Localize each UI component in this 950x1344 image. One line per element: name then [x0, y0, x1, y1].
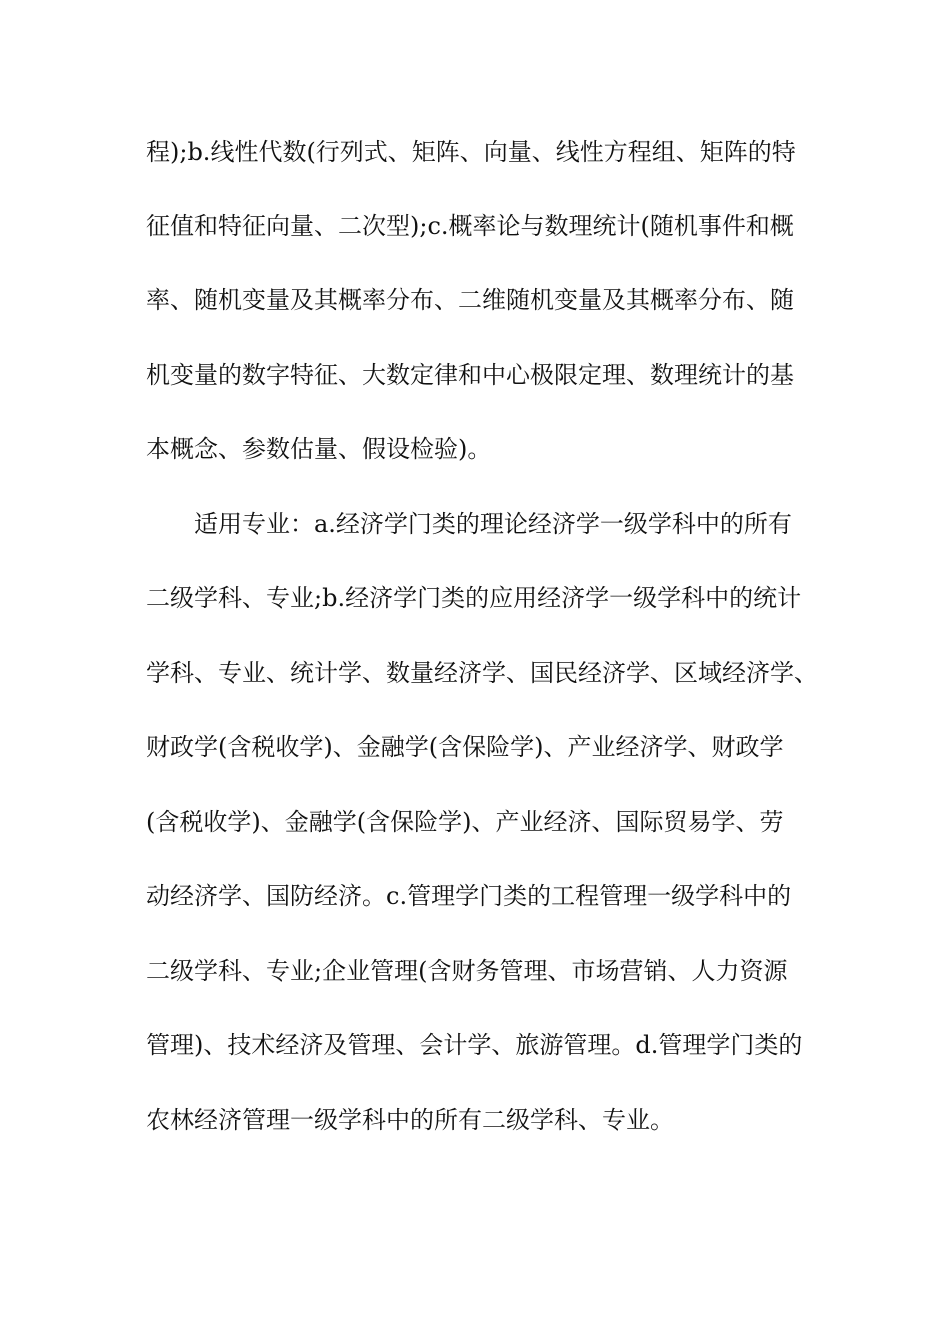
text-line: 程);b.线性代数(行列式、矩阵、向量、线性方程组、矩阵的特: [146, 138, 796, 166]
text-line: 二级学科、专业;企业管理(含财务管理、市场营销、人力资源: [146, 957, 788, 985]
text-line: 动经济学、国防经济。c.管理学门类的工程管理一级学科中的: [146, 882, 792, 910]
text-line: 二级学科、专业;b.经济学门类的应用经济学一级学科中的统计: [146, 584, 802, 612]
text-line: 学科、专业、统计学、数量经济学、国民经济学、区域经济学、: [146, 659, 818, 687]
text-line: 机变量的数字特征、大数定律和中心极限定理、数理统计的基: [146, 361, 794, 389]
text-line: 农林经济管理一级学科中的所有二级学科、专业。: [146, 1106, 674, 1134]
text-line: 率、随机变量及其概率分布、二维随机变量及其概率分布、随: [146, 286, 794, 314]
text-line: 适用专业：a.经济学门类的理论经济学一级学科中的所有: [194, 510, 792, 538]
text-line: (含税收学)、金融学(含保险学)、产业经济、国际贸易学、劳: [146, 808, 784, 836]
text-line: 本概念、参数估量、假设检验)。: [146, 435, 492, 463]
text-line: 征值和特征向量、二次型);c.概率论与数理统计(随机事件和概: [146, 212, 794, 240]
text-line: 管理)、技术经济及管理、会计学、旅游管理。d.管理学门类的: [146, 1031, 803, 1059]
text-line: 财政学(含税收学)、金融学(含保险学)、产业经济学、财政学: [146, 733, 784, 761]
